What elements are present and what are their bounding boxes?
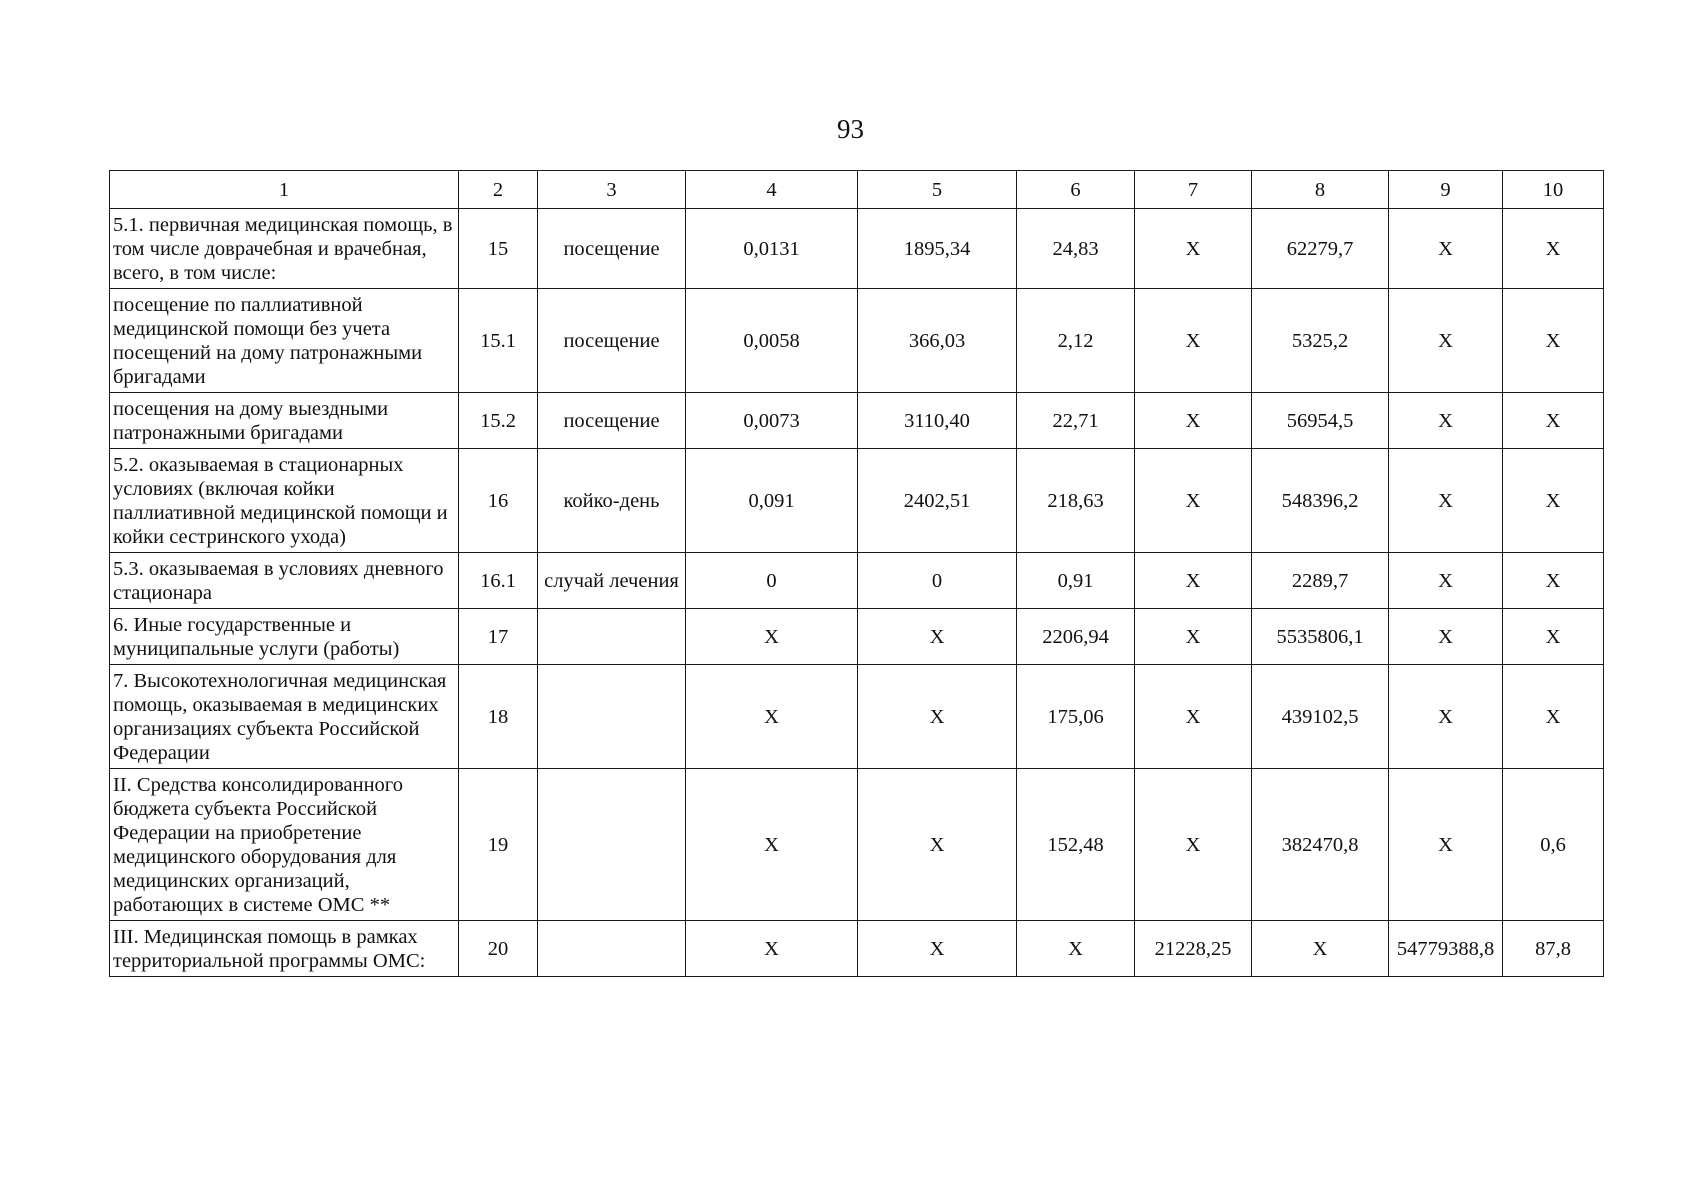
row-line-number: 15	[459, 209, 538, 289]
cell-value: X	[1389, 289, 1503, 393]
cell-value: 0	[858, 553, 1017, 609]
cell-value: 54779388,8	[1389, 921, 1503, 977]
cell-value: X	[1389, 769, 1503, 921]
cell-value: X	[1389, 665, 1503, 769]
table-row	[110, 449, 1604, 553]
row-line-number: 15.2	[459, 393, 538, 449]
cell-value: 22,71	[1017, 393, 1135, 449]
column-header: 3	[538, 171, 686, 209]
page-number: 93	[837, 114, 864, 144]
row-description: II. Средства консолидированного бюджета субъекта Российской Федерации на приобретение медицинского оборудования для медицинских организаций, работающих в системе ОМС **	[110, 769, 459, 921]
cell-value: X	[1135, 289, 1252, 393]
cell-value: X	[1135, 449, 1252, 553]
cell-value: X	[686, 609, 858, 665]
row-line-number: 16.1	[459, 553, 538, 609]
cell-value: X	[858, 921, 1017, 977]
cell-value: 2206,94	[1017, 609, 1135, 665]
cell-value: X	[1503, 393, 1604, 449]
cell-value: X	[1135, 665, 1252, 769]
column-header: 9	[1389, 171, 1503, 209]
cell-value: X	[1389, 393, 1503, 449]
cell-value: 62279,7	[1252, 209, 1389, 289]
row-unit	[538, 665, 686, 769]
cell-value: X	[1503, 449, 1604, 553]
row-description: посещение по паллиативной медицинской помощи без учета посещений на дому патронажными бригадами	[110, 289, 459, 393]
row-unit: посещение	[538, 393, 686, 449]
cell-value: X	[1389, 609, 1503, 665]
row-unit	[538, 609, 686, 665]
cell-value: X	[1135, 209, 1252, 289]
cell-value: 1895,34	[858, 209, 1017, 289]
column-header: 5	[858, 171, 1017, 209]
row-line-number: 19	[459, 769, 538, 921]
row-line-number: 15.1	[459, 289, 538, 393]
cell-value: X	[1135, 769, 1252, 921]
cell-value: 5535806,1	[1252, 609, 1389, 665]
cell-value: 548396,2	[1252, 449, 1389, 553]
cell-value: 439102,5	[1252, 665, 1389, 769]
column-header: 10	[1503, 171, 1604, 209]
cell-value: 0	[686, 553, 858, 609]
cell-value: X	[1135, 553, 1252, 609]
column-header: 8	[1252, 171, 1389, 209]
row-description: III. Медицинская помощь в рамках территориальной программы ОМС:	[110, 921, 459, 977]
table-row	[110, 393, 1604, 449]
cell-value: 0,6	[1503, 769, 1604, 921]
cell-value: X	[858, 769, 1017, 921]
cell-value: 152,48	[1017, 769, 1135, 921]
cell-value: X	[1389, 449, 1503, 553]
table-row	[110, 553, 1604, 609]
table-row	[110, 209, 1604, 289]
row-line-number: 18	[459, 665, 538, 769]
row-description: посещения на дому выездными патронажными бригадами	[110, 393, 459, 449]
column-header: 1	[110, 171, 459, 209]
cell-value: 5325,2	[1252, 289, 1389, 393]
cell-value: 2289,7	[1252, 553, 1389, 609]
cell-value: 2,12	[1017, 289, 1135, 393]
row-unit: койко-день	[538, 449, 686, 553]
row-description: 5.3. оказываемая в условиях дневного стационара	[110, 553, 459, 609]
cell-value: 0,0058	[686, 289, 858, 393]
cell-value: X	[1503, 289, 1604, 393]
row-line-number: 16	[459, 449, 538, 553]
table-row	[110, 769, 1604, 921]
cell-value: 175,06	[1017, 665, 1135, 769]
cell-value: 3110,40	[858, 393, 1017, 449]
column-header: 2	[459, 171, 538, 209]
row-description: 5.1. первичная медицинская помощь, в том числе доврачебная и врачебная, всего, в том числе:	[110, 209, 459, 289]
column-header: 6	[1017, 171, 1135, 209]
cell-value: X	[858, 609, 1017, 665]
cell-value: X	[1389, 209, 1503, 289]
row-unit: посещение	[538, 209, 686, 289]
table-row	[110, 665, 1604, 769]
cell-value: 0,0131	[686, 209, 858, 289]
cell-value: X	[1503, 609, 1604, 665]
financial-table	[109, 170, 1604, 977]
cell-value: X	[1503, 553, 1604, 609]
cell-value: 0,91	[1017, 553, 1135, 609]
cell-value: X	[686, 665, 858, 769]
row-description: 5.2. оказываемая в стационарных условиях (включая койки паллиативной медицинской помощи и койки сестринского ухода)	[110, 449, 459, 553]
cell-value: X	[1503, 209, 1604, 289]
cell-value: X	[1017, 921, 1135, 977]
cell-value: 382470,8	[1252, 769, 1389, 921]
row-description: 7. Высокотехнологичная медицинская помощь, оказываемая в медицинских организациях субъекта Российской Федерации	[110, 665, 459, 769]
row-unit: посещение	[538, 289, 686, 393]
cell-value: 0,0073	[686, 393, 858, 449]
column-header: 4	[686, 171, 858, 209]
table-row	[110, 609, 1604, 665]
cell-value: X	[1389, 553, 1503, 609]
cell-value: 87,8	[1503, 921, 1604, 977]
row-description: 6. Иные государственные и муниципальные услуги (работы)	[110, 609, 459, 665]
row-unit	[538, 769, 686, 921]
cell-value: X	[1252, 921, 1389, 977]
row-line-number: 20	[459, 921, 538, 977]
column-number-row	[110, 171, 1604, 209]
row-line-number: 17	[459, 609, 538, 665]
cell-value: 2402,51	[858, 449, 1017, 553]
cell-value: X	[1135, 393, 1252, 449]
cell-value: X	[1503, 665, 1604, 769]
row-unit	[538, 921, 686, 977]
cell-value: X	[686, 769, 858, 921]
table-row	[110, 921, 1604, 977]
cell-value: X	[858, 665, 1017, 769]
column-header: 7	[1135, 171, 1252, 209]
cell-value: 0,091	[686, 449, 858, 553]
cell-value: 218,63	[1017, 449, 1135, 553]
cell-value: 56954,5	[1252, 393, 1389, 449]
table-row	[110, 289, 1604, 393]
cell-value: X	[686, 921, 858, 977]
cell-value: X	[1135, 609, 1252, 665]
cell-value: 21228,25	[1135, 921, 1252, 977]
cell-value: 366,03	[858, 289, 1017, 393]
row-unit: случай лечения	[538, 553, 686, 609]
cell-value: 24,83	[1017, 209, 1135, 289]
